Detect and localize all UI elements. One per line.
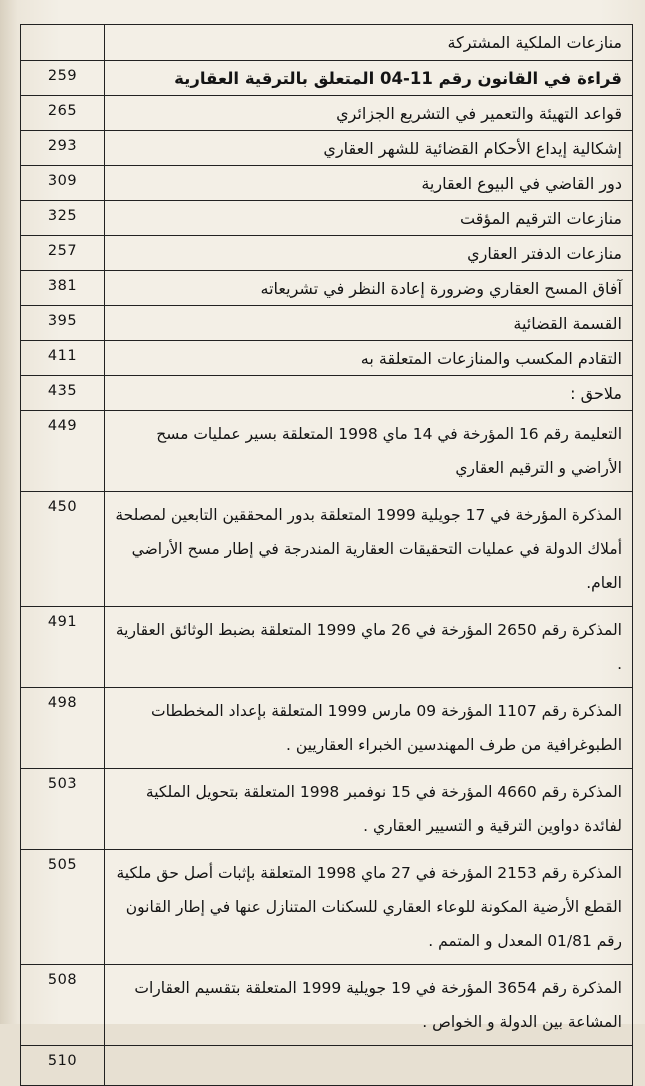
toc-row bbox=[21, 965, 633, 1046]
toc-row bbox=[21, 850, 633, 965]
toc-page-number: 265 bbox=[21, 96, 105, 131]
toc-entry-title: إشكالية إيداع الأحكام القضائية للشهر العقاري bbox=[105, 131, 633, 166]
toc-page-number: 411 bbox=[21, 341, 105, 376]
toc-page-number: 505 bbox=[21, 850, 105, 965]
toc-entry-title: قراءة في القانون رقم 11-04 المتعلق بالترقية العقارية bbox=[105, 61, 633, 96]
toc-row bbox=[21, 25, 633, 61]
toc-entry-title: المذكرة رقم 3654 المؤرخة في 19 جويلية 1999 المتعلقة بتقسيم العقارات المشاعة بين الدولة و الخواص . bbox=[105, 965, 633, 1046]
toc-row bbox=[21, 131, 633, 166]
toc-page-number: 449 bbox=[21, 411, 105, 492]
toc-row bbox=[21, 271, 633, 306]
toc-row bbox=[21, 411, 633, 492]
toc-entry-title: منازعات الدفتر العقاري bbox=[105, 236, 633, 271]
toc-entry-title: منازعات الترقيم المؤقت bbox=[105, 201, 633, 236]
toc-row bbox=[21, 769, 633, 850]
toc-row bbox=[21, 341, 633, 376]
toc-page-number: 498 bbox=[21, 688, 105, 769]
toc-page-number: 491 bbox=[21, 607, 105, 688]
toc-row bbox=[21, 492, 633, 607]
toc-page-number: 381 bbox=[21, 271, 105, 306]
toc-entry-title: المذكرة المؤرخة في 17 جويلية 1999 المتعلقة بدور المحققين التابعين لمصلحة أملاك الدولة في عمليات التحقيقات العقارية المندرجة في إطار مسح الأراضي العام. bbox=[105, 492, 633, 607]
toc-entry-title: المذكرة رقم 2153 المؤرخة في 27 ماي 1998 المتعلقة بإثبات أصل حق ملكية القطع الأرضية المكونة للوعاء العقاري للسكنات المتنازل عنها في إطار القانون رقم 01/81 المعدل و المتمم . bbox=[105, 850, 633, 965]
toc-entry-title: المذكرة رقم 4660 المؤرخة في 15 نوفمبر 1998 المتعلقة بتحويل الملكية لفائدة دواوين الترقية و التسيير العقاري . bbox=[105, 769, 633, 850]
toc-page-number: 325 bbox=[21, 201, 105, 236]
toc-page-number: 309 bbox=[21, 166, 105, 201]
toc-page-number: 508 bbox=[21, 965, 105, 1046]
toc-page-number: 395 bbox=[21, 306, 105, 341]
toc-entry-title: المذكرة رقم 2650 المؤرخة في 26 ماي 1999 المتعلقة بضبط الوثائق العقارية . bbox=[105, 607, 633, 688]
toc-page-number: 510 bbox=[21, 1046, 105, 1086]
toc-row bbox=[21, 306, 633, 341]
toc-row bbox=[21, 236, 633, 271]
toc-row bbox=[21, 376, 633, 411]
toc-page-number: 450 bbox=[21, 492, 105, 607]
toc-page-number: 257 bbox=[21, 236, 105, 271]
toc-entry-title: دور القاضي في البيوع العقارية bbox=[105, 166, 633, 201]
toc-page-number: 259 bbox=[21, 61, 105, 96]
toc-entry-title: المذكرة رقم 1107 المؤرخة 09 مارس 1999 المتعلقة بإعداد المخططات الطبوغرافية من طرف المهندسين الخبراء العقاريين . bbox=[105, 688, 633, 769]
toc-entry-title: التقادم المكسب والمنازعات المتعلقة به bbox=[105, 341, 633, 376]
toc-row bbox=[21, 61, 633, 96]
toc-row bbox=[21, 166, 633, 201]
toc-entry-title: التعليمة رقم 16 المؤرخة في 14 ماي 1998 المتعلقة بسير عمليات مسح الأراضي و الترقيم العقاري bbox=[105, 411, 633, 492]
toc-entry-title: ملاحق : bbox=[105, 376, 633, 411]
toc-entry-title: القسمة القضائية bbox=[105, 306, 633, 341]
toc-page-number: 503 bbox=[21, 769, 105, 850]
toc-row bbox=[21, 96, 633, 131]
toc-page-number: 435 bbox=[21, 376, 105, 411]
toc-row bbox=[21, 688, 633, 769]
toc-page-number bbox=[21, 25, 105, 61]
table-of-contents bbox=[20, 24, 633, 1086]
toc-row bbox=[21, 201, 633, 236]
toc-page-number: 293 bbox=[21, 131, 105, 166]
toc-entry-title bbox=[105, 1046, 633, 1086]
toc-row bbox=[21, 607, 633, 688]
toc-entry-title: قواعد التهيئة والتعمير في التشريع الجزائري bbox=[105, 96, 633, 131]
toc-row bbox=[21, 1046, 633, 1086]
toc-entry-title: منازعات الملكية المشتركة bbox=[105, 25, 633, 61]
toc-entry-title: آفاق المسح العقاري وضرورة إعادة النظر في تشريعاته bbox=[105, 271, 633, 306]
